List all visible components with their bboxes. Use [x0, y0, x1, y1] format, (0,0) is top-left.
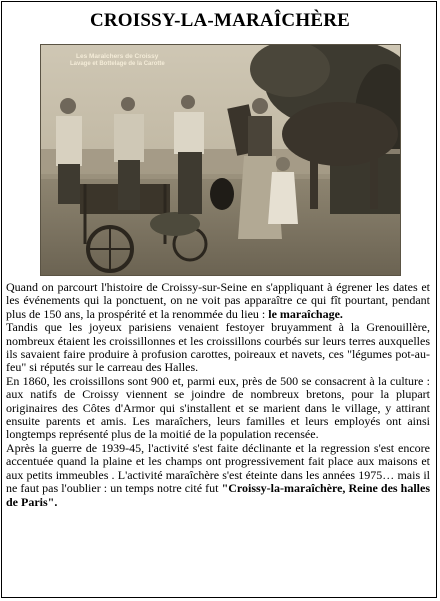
historic-photo [40, 44, 401, 276]
paragraph-1860 [6, 375, 430, 442]
paragraph-postwar-emphasis: "Croissy-la-maraîchère, Reine des halles de Paris". [6, 481, 430, 509]
paragraph-intro-emphasis: le maraîchage. [268, 306, 343, 321]
paragraph-intro [6, 281, 430, 321]
paragraph-1860-text: En 1860, les croissillons sont 900 et, parmi eux, près de 500 se consacrent à la culture : aux natifs de Croissy viennent se joindre de nombreux bretons, pour la plupart originaires des Côtes d'Armor qui s'installent et se marient dans le village, y attirant ensuite parents et amis. Les maraîchers, leurs familles et leurs employés ont ainsi longtemps représenté plus de la moitié de la population recensée. [6, 373, 430, 442]
page-title: CROISSY-LA-MARAÎCHÈRE [89, 10, 351, 31]
photo-caption-subtitle: Lavage et Bottelage de la Carotte [70, 61, 165, 67]
paragraph-postwar-text: Après la guerre de 1939-45, l'activité s'est faite déclinante et la regression s'est encore accentuée quand la plaine et les champs ont progressivement fait place aux maisons et aux petits immeubles . L'activité maraîchère s'est éteinte dans les années 1975… mais il ne faut pas l'oublier : un temps notre cité fut [6, 440, 430, 496]
paragraph-postwar [6, 442, 430, 509]
sepia-photo-illustration [40, 44, 401, 276]
paragraph-grenouillere-text: Tandis que les joyeux parisiens venaient festoyer bruyamment à la Grenouillère, nombreux étaient les croissillonnes et les croissillons courbés sur leurs terres auxquelles ils savaient faire produire à profusion carottes, poireaux et navets, ces "légumes pot-au-feu" si réputés sur le carreau des Halles. [6, 320, 430, 375]
paragraph-intro-text: Quand on parcourt l'histoire de Croissy-sur-Seine en s'appliquant à égrener les dates et les événements qui la ponctuent, on ne voit pas apparaître ce qui fît pourtant, pendant plus de 150 ans, la prospérité et la renommée du lieu : [6, 280, 430, 321]
photo-caption-title: Les Maraîchers de Croissy [76, 53, 159, 60]
paragraph-grenouillere [6, 321, 430, 375]
article-body [6, 281, 430, 509]
